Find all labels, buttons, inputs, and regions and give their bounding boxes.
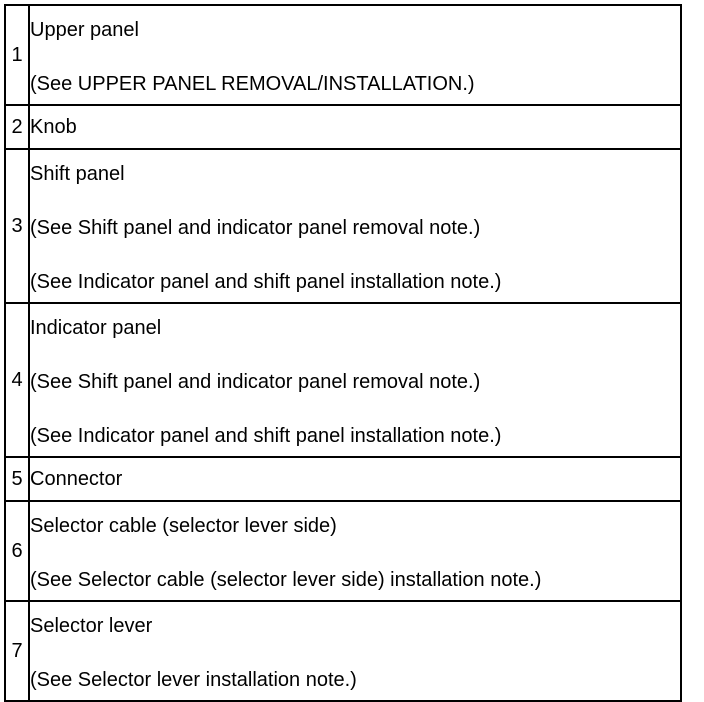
reference-note: (See UPPER PANEL REMOVAL/INSTALLATION.) [30,73,475,95]
item-number: 1 [5,5,29,105]
table-row-2 [5,105,681,149]
item-description [29,303,681,457]
reference-note: (See Shift panel and indicator panel removal note.) [30,217,481,239]
reference-note: (See Shift panel and indicator panel removal note.) [30,371,481,393]
item-description [29,501,681,601]
item-number: 5 [5,457,29,501]
item-description [29,149,681,303]
part-name: Upper panel [30,19,139,41]
reference-note: (See Indicator panel and shift panel installation note.) [30,271,502,293]
part-name: Selector lever [30,615,153,637]
parts-table [4,4,682,702]
item-description [29,601,681,701]
table-row-5 [5,457,681,501]
table-row-7 [5,601,681,701]
part-name: Indicator panel [30,317,162,339]
part-name: Knob [30,116,77,138]
item-description [29,457,681,501]
table-row-4 [5,303,681,457]
table-row-6 [5,501,681,601]
reference-note: (See Selector cable (selector lever side) installation note.) [30,569,542,591]
item-description [29,5,681,105]
item-number: 4 [5,303,29,457]
part-name: Shift panel [30,163,125,185]
item-number: 6 [5,501,29,601]
part-name: Selector cable (selector lever side) [30,515,337,537]
reference-note: (See Selector lever installation note.) [30,669,357,691]
item-description [29,105,681,149]
table-row-3 [5,149,681,303]
reference-note: (See Indicator panel and shift panel installation note.) [30,425,502,447]
table-row-1 [5,5,681,105]
item-number: 3 [5,149,29,303]
item-number: 2 [5,105,29,149]
part-name: Connector [30,468,123,490]
item-number: 7 [5,601,29,701]
